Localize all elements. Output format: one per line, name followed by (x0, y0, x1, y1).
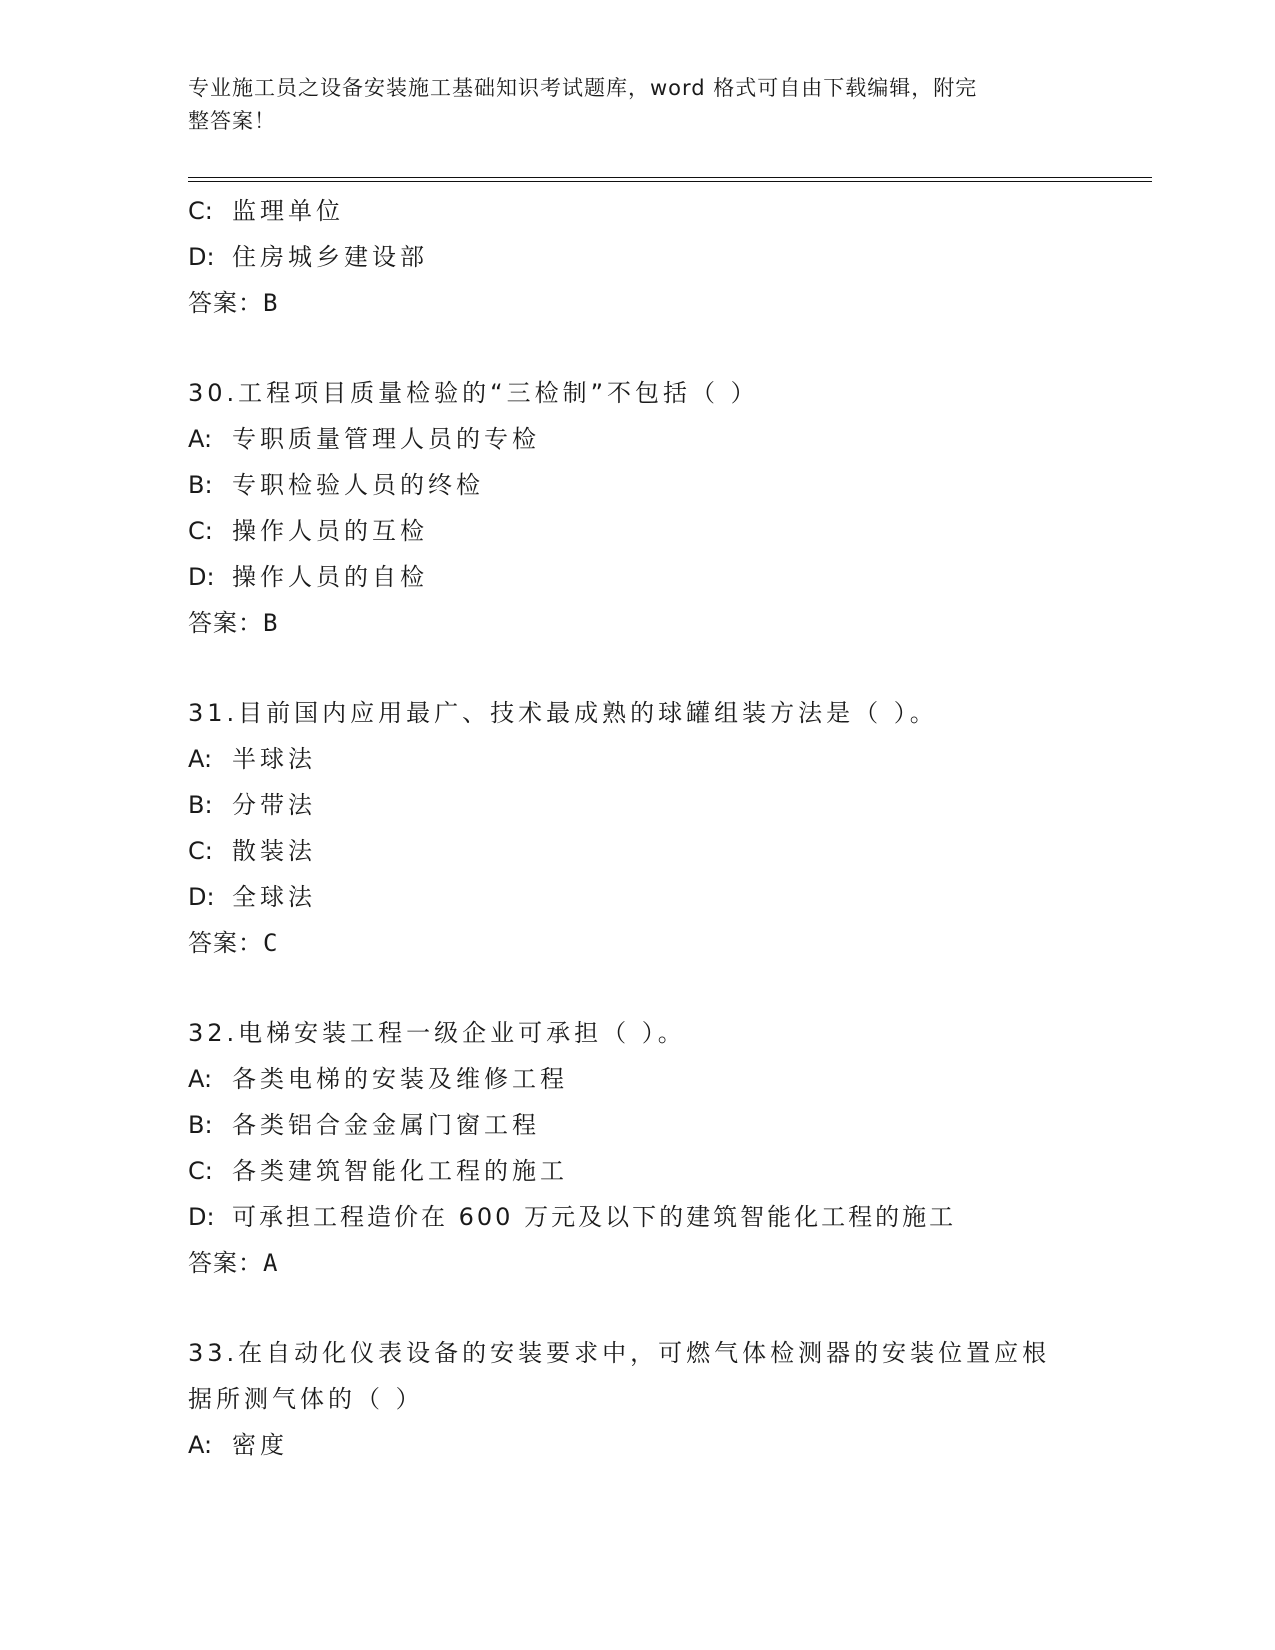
option-text: 全球法 (232, 883, 316, 911)
question-block-32 (188, 1010, 1088, 1286)
option-key: D: (188, 243, 215, 271)
option-text: 专职检验人员的终检 (232, 471, 484, 499)
option-key: B: (188, 1111, 213, 1139)
option-key: A: (188, 425, 213, 453)
option-key: D: (188, 563, 215, 591)
document-header (188, 72, 1068, 138)
option-b (188, 782, 1088, 828)
option-text: 专职质量管理人员的专检 (232, 425, 540, 453)
option-d (188, 874, 1088, 920)
option-key: D: (188, 883, 215, 911)
option-b (188, 462, 1088, 508)
question-list (188, 188, 1088, 1468)
option-c (188, 508, 1088, 554)
question-text: 30.工程项目质量检验的“三检制”不包括（ ） (188, 379, 759, 407)
option-a (188, 1056, 1088, 1102)
option-text: 可承担工程造价在 600 万元及以下的建筑智能化工程的施工 (232, 1203, 957, 1231)
question-block-30 (188, 370, 1088, 646)
question-block-prev (188, 188, 1088, 326)
option-a (188, 416, 1088, 462)
option-key: B: (188, 791, 213, 819)
header-divider (188, 177, 1152, 182)
option-text: 各类电梯的安装及维修工程 (232, 1065, 568, 1093)
option-a (188, 736, 1088, 782)
option-text: 操作人员的互检 (232, 517, 428, 545)
option-key: C: (188, 197, 213, 225)
spacer (188, 1286, 1088, 1330)
header-line-1: 专业施工员之设备安装施工基础知识考试题库，word 格式可自由下载编辑，附完 (188, 76, 978, 100)
answer-line: 答案：A (188, 1249, 279, 1277)
option-text: 监理单位 (232, 197, 344, 225)
answer-line: 答案：C (188, 929, 279, 957)
option-a (188, 1422, 1088, 1468)
option-d (188, 234, 1088, 280)
option-key: B: (188, 471, 213, 499)
header-line-2: 整答案！ (188, 109, 276, 133)
option-key: A: (188, 1431, 213, 1459)
option-key: C: (188, 1157, 213, 1185)
question-text-line-2: 据所测气体的（ ） (188, 1385, 424, 1413)
option-key: A: (188, 1065, 213, 1093)
option-key: C: (188, 517, 213, 545)
option-key: D: (188, 1203, 215, 1231)
question-text-line-1: 33.在自动化仪表设备的安装要求中，可燃气体检测器的安装位置应根 (188, 1339, 1051, 1367)
option-key: C: (188, 837, 213, 865)
option-text: 住房城乡建设部 (232, 243, 428, 271)
option-text: 散装法 (232, 837, 316, 865)
option-text: 密度 (232, 1431, 288, 1459)
spacer (188, 966, 1088, 1010)
option-text: 半球法 (232, 745, 316, 773)
option-d (188, 554, 1088, 600)
question-text: 32.电梯安装工程一级企业可承担（ ）。 (188, 1019, 686, 1047)
option-text: 分带法 (232, 791, 316, 819)
answer-line: 答案：B (188, 609, 279, 637)
question-text: 31.目前国内应用最广、技术最成熟的球罐组装方法是（ ）。 (188, 699, 938, 727)
option-text: 操作人员的自检 (232, 563, 428, 591)
answer-line: 答案：B (188, 289, 279, 317)
option-b (188, 1102, 1088, 1148)
spacer (188, 326, 1088, 370)
question-block-33 (188, 1330, 1088, 1468)
question-block-31 (188, 690, 1088, 966)
option-c (188, 828, 1088, 874)
option-text: 各类铝合金金属门窗工程 (232, 1111, 540, 1139)
option-d (188, 1194, 1088, 1240)
option-key: A: (188, 745, 213, 773)
option-c (188, 1148, 1088, 1194)
option-text: 各类建筑智能化工程的施工 (232, 1157, 568, 1185)
spacer (188, 646, 1088, 690)
option-c (188, 188, 1088, 234)
